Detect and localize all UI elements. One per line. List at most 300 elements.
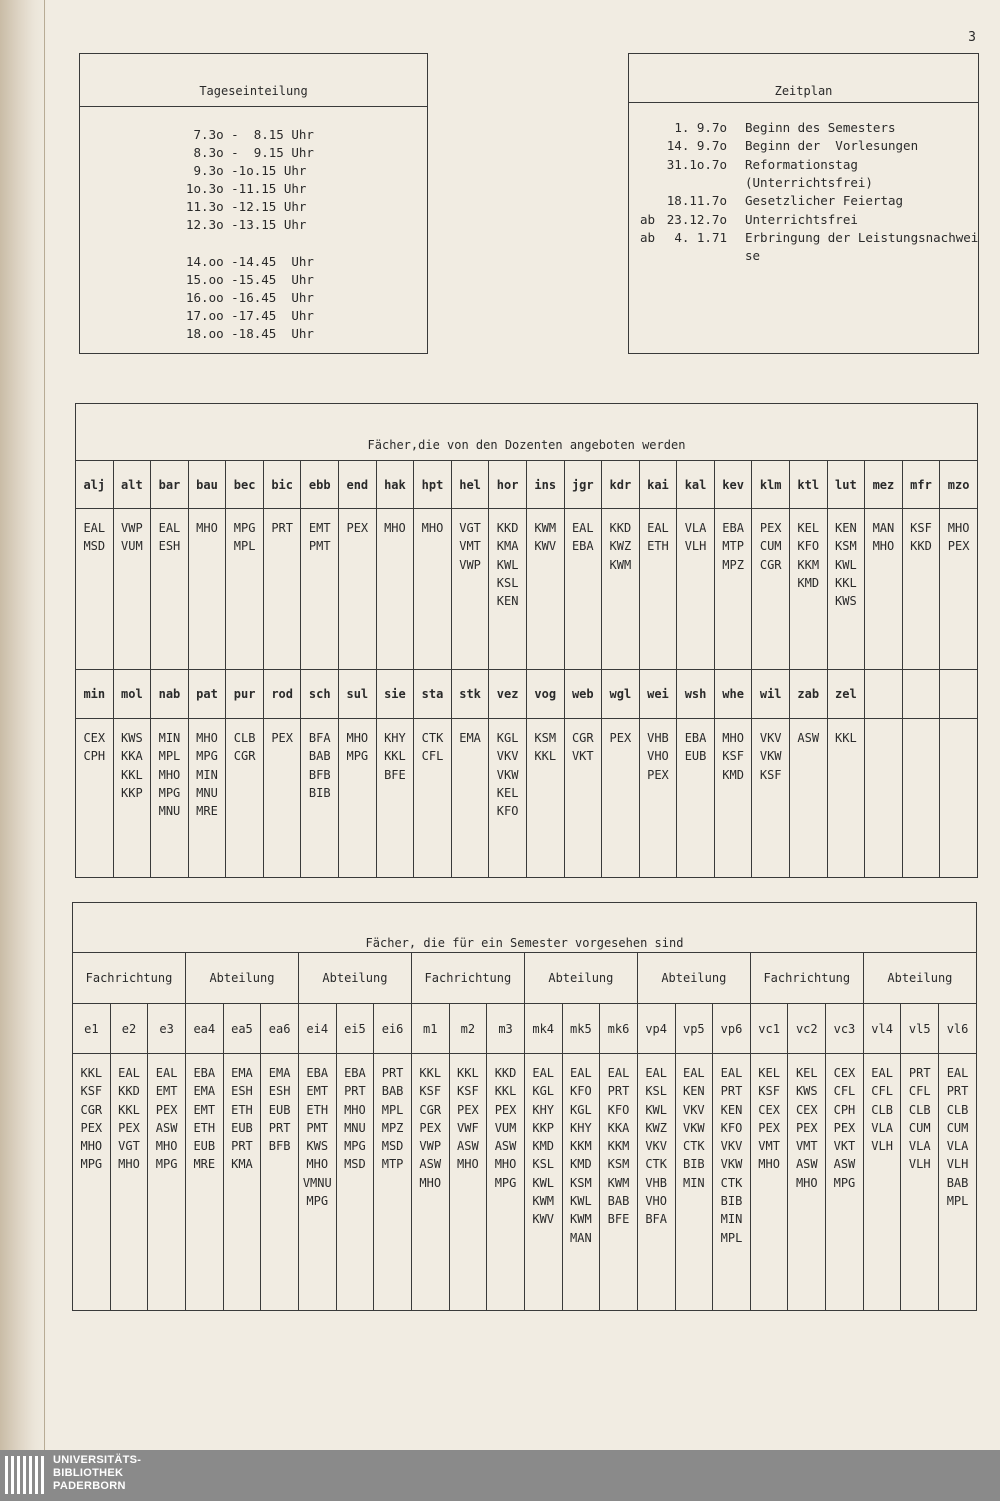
subject-code: CEX: [795, 1102, 818, 1117]
semester-code: ea6: [261, 1004, 299, 1054]
subject-code: MHO: [872, 539, 895, 554]
subject-code: MRE: [193, 1157, 216, 1172]
lecturer-subject-row: [76, 719, 978, 878]
semester-group: Fachrichtung: [750, 953, 863, 1004]
subject-code: MAN: [570, 1230, 592, 1245]
semester-subjects: [223, 1054, 261, 1311]
subject-code: PEX: [494, 1102, 517, 1117]
subject-code: MIN: [196, 767, 218, 782]
subject-code: BAB: [946, 1175, 969, 1190]
subject-code: CGR: [80, 1102, 103, 1117]
semester-subjects: [374, 1054, 412, 1311]
subject-code: KHY: [532, 1102, 555, 1117]
lecturer-code: whe: [714, 670, 752, 719]
semester-subjects: [298, 1054, 336, 1311]
subject-code: KSL: [645, 1084, 668, 1099]
period-time: 11.3o -12.15 Uhr: [186, 199, 307, 214]
semester-subjects: [148, 1054, 186, 1311]
subject-code: VLA: [871, 1120, 893, 1135]
subject-code: CUM: [908, 1120, 931, 1135]
timetable-text: (Unterrichtsfrei): [745, 174, 873, 190]
semester-code: vc2: [788, 1004, 826, 1054]
semester-subjects: [939, 1054, 977, 1311]
subject-code: PEX: [833, 1120, 856, 1135]
lecturer-subjects: [639, 719, 677, 878]
subject-code: EUB: [684, 749, 707, 764]
lecturer-code: wsh: [677, 670, 715, 719]
subject-code: EMT: [155, 1084, 178, 1099]
semester-code: e2: [110, 1004, 148, 1054]
lecturer-code: [865, 670, 903, 719]
semester-code: ea4: [185, 1004, 223, 1054]
lecturer-subjects: [301, 509, 339, 670]
subject-code: ESH: [231, 1084, 253, 1099]
lecturer-subjects: [827, 719, 865, 878]
subject-code: ETH: [231, 1102, 253, 1117]
semester-code: ea5: [223, 1004, 261, 1054]
subject-code: KSM: [835, 539, 857, 554]
semester-subjects: [901, 1054, 939, 1311]
subject-code: KWM: [607, 1175, 630, 1190]
subject-code: CGR: [419, 1102, 442, 1117]
timetable-date: 23.12.7o: [666, 211, 727, 227]
lecturer-subjects: [451, 719, 489, 878]
subject-code: PEX: [759, 521, 782, 535]
semester-subjects: [562, 1054, 600, 1311]
subject-code: KWM: [609, 557, 632, 572]
lecturer-subjects: [677, 719, 715, 878]
subject-code: ETH: [306, 1102, 329, 1117]
lecturer-subjects-table: [75, 403, 978, 878]
subject-code: KKL: [419, 1066, 442, 1080]
subject-code: EBA: [684, 731, 707, 745]
subject-code: MPZ: [722, 557, 744, 572]
semester-code: m2: [449, 1004, 487, 1054]
subject-code: PEX: [346, 521, 369, 535]
semester-subjects: [487, 1054, 525, 1311]
lecturer-code: hor: [489, 461, 527, 509]
subject-code: EAL: [682, 1066, 705, 1080]
lecturer-subjects: [865, 509, 903, 670]
subject-code: EAL: [570, 1066, 592, 1080]
subject-code: EMT: [306, 1084, 329, 1099]
subject-code: EMT: [308, 521, 331, 535]
subject-code: MSD: [344, 1157, 366, 1172]
lecturer-subjects: [564, 719, 602, 878]
timetable-prefix: ab: [640, 229, 656, 245]
subject-code: MPG: [196, 749, 218, 764]
lecturer-subjects: [902, 509, 940, 670]
subject-code: KEN: [496, 594, 519, 609]
semester-group: Abteilung: [637, 953, 750, 1004]
subject-code: MNU: [344, 1120, 366, 1135]
lecturer-subjects: [677, 509, 715, 670]
daily-schedule-box: [79, 53, 428, 354]
subject-code: EAL: [946, 1066, 969, 1080]
semester-group-row: [73, 953, 977, 1004]
subject-code: VKW: [720, 1157, 743, 1172]
subject-code: KKA: [607, 1120, 630, 1135]
subject-code: KKL: [384, 749, 406, 764]
subject-code: MHO: [346, 731, 369, 745]
subject-code: ETH: [193, 1120, 216, 1135]
lecturer-subjects: [714, 719, 752, 878]
semester-subjects: [449, 1054, 487, 1311]
subject-code: BIB: [308, 785, 331, 800]
lecturer-subjects: [940, 509, 978, 670]
semester-group: Abteilung: [524, 953, 637, 1004]
lecturer-subjects: [789, 509, 827, 670]
subject-code: VMT: [795, 1139, 818, 1154]
lecturer-code: zab: [789, 670, 827, 719]
lecturer-code: web: [564, 670, 602, 719]
subject-code: KKL: [835, 575, 857, 590]
lecturer-code: ins: [526, 461, 564, 509]
lecturer-subjects: [339, 719, 377, 878]
semester-subjects: [185, 1054, 223, 1311]
subject-code: EBA: [306, 1066, 329, 1080]
lecturer-code: hel: [451, 461, 489, 509]
lecturer-code: pat: [188, 670, 226, 719]
subject-code: VLA: [684, 521, 707, 535]
subject-code: MPL: [946, 1194, 969, 1209]
timetable-box: [628, 53, 979, 354]
daily-schedule-title: Tageseinteilung: [199, 84, 308, 98]
lecturer-code: [902, 670, 940, 719]
timetable-text: Gesetzlicher Feiertag: [745, 193, 904, 209]
subject-code: KKD: [118, 1084, 140, 1099]
lecturer-subjects: [376, 509, 414, 670]
subject-code: KSF: [419, 1084, 442, 1099]
subject-code: MPG: [155, 1157, 178, 1172]
subject-code: ASW: [155, 1120, 178, 1135]
timetable-date: 31.1o.7o: [666, 156, 727, 172]
subject-code: MHO: [795, 1175, 818, 1190]
subject-code: EAL: [83, 521, 106, 535]
subject-code: PEX: [795, 1120, 818, 1135]
semester-subjects: [863, 1054, 901, 1311]
subject-code: KKP: [532, 1120, 555, 1135]
lecturer-code: wei: [639, 670, 677, 719]
subject-code: KKL: [534, 749, 557, 764]
lecturer-code: sie: [376, 670, 414, 719]
subject-code: KFO: [570, 1084, 592, 1099]
subject-code: VKT: [833, 1139, 856, 1154]
lecturer-code: sch: [301, 670, 339, 719]
subject-code: EBA: [193, 1066, 216, 1080]
subject-code: MPG: [233, 521, 256, 535]
lecturer-code: rod: [263, 670, 301, 719]
subject-code: MHO: [421, 521, 444, 535]
library-logo-icon: [5, 1456, 45, 1494]
subject-code: CFL: [908, 1084, 931, 1099]
lecturer-subjects: [113, 509, 151, 670]
period-time: 7.3o - 8.15 Uhr: [186, 127, 314, 142]
subject-code: VKW: [682, 1120, 705, 1135]
subject-code: KWV: [534, 539, 557, 554]
subject-code: PEX: [80, 1120, 103, 1135]
semester-group: Fachrichtung: [73, 953, 186, 1004]
period-time: 1o.3o -11.15 Uhr: [186, 181, 307, 196]
subject-code: MPL: [720, 1230, 743, 1245]
semester-table-title: Fächer, die für ein Semester vorgesehen sind: [73, 903, 977, 953]
subject-code: CPH: [83, 749, 106, 764]
subject-code: MHO: [158, 767, 181, 782]
subject-code: PRT: [231, 1139, 253, 1154]
semester-code: e3: [148, 1004, 186, 1054]
subject-code: BAB: [308, 749, 331, 764]
timetable-text: Unterrichtsfrei: [745, 211, 858, 227]
lecturer-subjects: [113, 719, 151, 878]
lecturer-subjects: [76, 719, 114, 878]
library-name: [53, 1454, 141, 1493]
subject-code: CGR: [759, 557, 782, 572]
subject-code: CFL: [871, 1084, 893, 1099]
subject-code: KKM: [797, 557, 820, 572]
subject-code: KSM: [607, 1157, 630, 1172]
period-time: 8.3o - 9.15 Uhr: [186, 145, 314, 160]
subject-code: KWL: [570, 1194, 592, 1209]
subject-code: EBA: [722, 521, 744, 535]
subject-code: VKV: [720, 1139, 743, 1154]
subject-code: CGR: [571, 731, 594, 745]
subject-code: KWL: [645, 1102, 668, 1117]
subject-code: MHO: [722, 731, 744, 745]
lecturer-code: jgr: [564, 461, 602, 509]
subject-code: KEL: [496, 785, 519, 800]
subject-code: KWM: [570, 1212, 592, 1227]
subject-code: KWV: [532, 1212, 555, 1227]
lecturer-subjects: [752, 719, 790, 878]
subject-code: MSD: [381, 1139, 404, 1154]
subject-code: KWL: [835, 557, 857, 572]
subject-code: KWL: [496, 557, 519, 572]
subject-code: KWZ: [645, 1120, 668, 1135]
lecturer-subjects: [151, 719, 189, 878]
semester-subjects-table: [72, 902, 977, 1311]
semester-code: vl6: [939, 1004, 977, 1054]
subject-code: MHO: [494, 1157, 517, 1172]
subject-code: KSF: [758, 1084, 780, 1099]
subject-code: PEX: [947, 539, 970, 554]
page-number: 3: [968, 30, 976, 45]
subject-code: KEL: [797, 521, 820, 535]
subject-code: KMD: [532, 1139, 555, 1154]
subject-code: ASW: [419, 1157, 442, 1172]
subject-code: MTP: [381, 1157, 404, 1172]
semester-code: vl4: [863, 1004, 901, 1054]
lecturer-subject-row: [76, 509, 978, 670]
subject-code: PRT: [268, 1120, 291, 1135]
semester-code: m1: [411, 1004, 449, 1054]
subject-code: KSF: [910, 521, 932, 535]
subject-code: MHO: [118, 1157, 140, 1172]
subject-code: ASW: [797, 731, 820, 745]
lecturer-code: pur: [226, 670, 264, 719]
subject-code: ETH: [647, 539, 669, 554]
lecturer-code: lut: [827, 461, 865, 509]
lecturer-subjects: [339, 509, 377, 670]
subject-code: KKM: [570, 1139, 592, 1154]
lecturer-code: bau: [188, 461, 226, 509]
semester-code-row: [73, 1004, 977, 1054]
semester-code: m3: [487, 1004, 525, 1054]
subject-code: BFA: [308, 731, 331, 745]
subject-code: MHO: [344, 1102, 366, 1117]
subject-code: KSF: [759, 767, 782, 782]
lecturer-subjects: [602, 509, 640, 670]
subject-code: KGL: [570, 1102, 592, 1117]
subject-code: KFO: [496, 804, 519, 819]
library-footer: [0, 1450, 1000, 1501]
semester-code: mk4: [524, 1004, 562, 1054]
subject-code: KKL: [121, 767, 143, 782]
subject-code: VLH: [908, 1157, 931, 1172]
subject-code: CGR: [233, 749, 256, 764]
period-time: 18.oo -18.45 Uhr: [186, 326, 314, 341]
lecturer-code: bec: [226, 461, 264, 509]
lecturer-code: end: [339, 461, 377, 509]
period-time: 15.oo -15.45 Uhr: [186, 272, 314, 287]
lecturer-code: nab: [151, 670, 189, 719]
period-time: 16.oo -16.45 Uhr: [186, 290, 314, 305]
lecturer-subjects: [526, 509, 564, 670]
subject-code: MNU: [158, 804, 181, 819]
lecturer-subjects: [263, 509, 301, 670]
lecturer-subjects: [865, 719, 903, 878]
lecturer-table-title: Fächer,die von den Dozenten angeboten werden: [76, 404, 978, 461]
subject-code: KSF: [80, 1084, 103, 1099]
subject-code: EAL: [871, 1066, 893, 1080]
subject-code: KSL: [532, 1157, 555, 1172]
period-time: 17.oo -17.45 Uhr: [186, 308, 314, 323]
lecturer-code: mol: [113, 670, 151, 719]
subject-code: MTP: [722, 539, 744, 554]
subject-code: ASW: [457, 1139, 479, 1154]
subject-code: MPL: [158, 749, 181, 764]
subject-code: EAL: [647, 521, 669, 535]
lecturer-code: vog: [526, 670, 564, 719]
subject-code: KWM: [532, 1194, 555, 1209]
subject-code: PEX: [118, 1120, 140, 1135]
semester-code: vp4: [637, 1004, 675, 1054]
subject-code: PRT: [946, 1084, 969, 1099]
subject-code: VGT: [459, 521, 481, 535]
subject-code: EAL: [158, 521, 181, 535]
subject-code: KKP: [121, 785, 143, 800]
subject-code: PRT: [720, 1084, 743, 1099]
subject-code: CFL: [421, 749, 444, 764]
subject-code: PEX: [271, 731, 294, 745]
lecturer-code: ktl: [789, 461, 827, 509]
subject-code: KFO: [720, 1120, 743, 1135]
subject-code: VHB: [647, 731, 669, 745]
lecturer-subjects: [940, 719, 978, 878]
lecturer-code: bar: [151, 461, 189, 509]
semester-subjects: [600, 1054, 638, 1311]
subject-code: MPG: [306, 1194, 329, 1209]
subject-code: KFO: [607, 1102, 630, 1117]
subject-code: MHO: [947, 521, 970, 535]
subject-code: VLH: [871, 1139, 893, 1154]
subject-code: PRT: [908, 1066, 931, 1080]
period-time: 12.3o -13.15 Uhr: [186, 217, 307, 232]
subject-code: KKD: [494, 1066, 517, 1080]
subject-code: KKL: [835, 731, 857, 745]
period-time: 9.3o -1o.15 Uhr: [186, 163, 307, 178]
lecturer-code: mfr: [902, 461, 940, 509]
lecturer-subjects: [526, 719, 564, 878]
lecturer-subjects: [827, 509, 865, 670]
subject-code: EUB: [268, 1102, 291, 1117]
semester-code: vp6: [713, 1004, 751, 1054]
subject-code: VLA: [908, 1139, 931, 1154]
subject-code: KEL: [758, 1066, 780, 1080]
lecturer-code: vez: [489, 670, 527, 719]
subject-code: KWS: [306, 1139, 329, 1154]
subject-code: EAL: [607, 1066, 630, 1080]
lecturer-code: zel: [827, 670, 865, 719]
timetable-text: Beginn der Vorlesungen: [745, 138, 919, 154]
subject-code: MPG: [158, 785, 181, 800]
subject-code: MPZ: [381, 1120, 404, 1135]
subject-code: KEN: [682, 1084, 705, 1099]
subject-code: KWL: [532, 1175, 555, 1190]
subject-code: VWF: [457, 1120, 479, 1135]
semester-subjects: [261, 1054, 299, 1311]
lecturer-subjects: [714, 509, 752, 670]
subject-code: BFE: [607, 1212, 630, 1227]
lecturer-subjects: [789, 719, 827, 878]
subject-code: KSL: [496, 575, 519, 590]
subject-code: CTK: [421, 731, 444, 745]
subject-code: PMT: [308, 539, 331, 554]
lecturer-subjects: [602, 719, 640, 878]
subject-code: KKL: [457, 1066, 479, 1080]
lecturer-subjects: [76, 509, 114, 670]
subject-code: VLH: [946, 1157, 969, 1172]
lecturer-code: kal: [677, 461, 715, 509]
subject-code: MHO: [758, 1157, 780, 1172]
lecturer-code: ebb: [301, 461, 339, 509]
lecturer-code: bic: [263, 461, 301, 509]
subject-code: KKL: [80, 1066, 103, 1080]
subject-code: KMD: [722, 767, 744, 782]
subject-code: EBA: [571, 539, 594, 554]
lecturer-code: alj: [76, 461, 114, 509]
subject-code: MHO: [155, 1139, 178, 1154]
lecturer-subjects: [564, 509, 602, 670]
subject-code: VWP: [459, 557, 481, 572]
lecturer-code: sul: [339, 670, 377, 719]
subject-code: CTK: [682, 1139, 705, 1154]
semester-subjects: [110, 1054, 148, 1311]
subject-code: MPG: [494, 1175, 517, 1190]
lecturer-subjects: [489, 719, 527, 878]
subject-code: VLA: [946, 1139, 969, 1154]
subject-code: VUM: [121, 539, 143, 554]
subject-code: EMA: [268, 1066, 291, 1080]
lecturer-subjects: [226, 719, 264, 878]
lecturer-code: mzo: [940, 461, 978, 509]
subject-code: CLB: [233, 731, 256, 745]
semester-subjects: [788, 1054, 826, 1311]
semester-subjects: [713, 1054, 751, 1311]
subject-code: BAB: [607, 1194, 630, 1209]
lecturer-subjects: [414, 719, 452, 878]
subject-code: KMA: [231, 1157, 253, 1172]
timetable-text: Reformationstag: [745, 156, 858, 172]
